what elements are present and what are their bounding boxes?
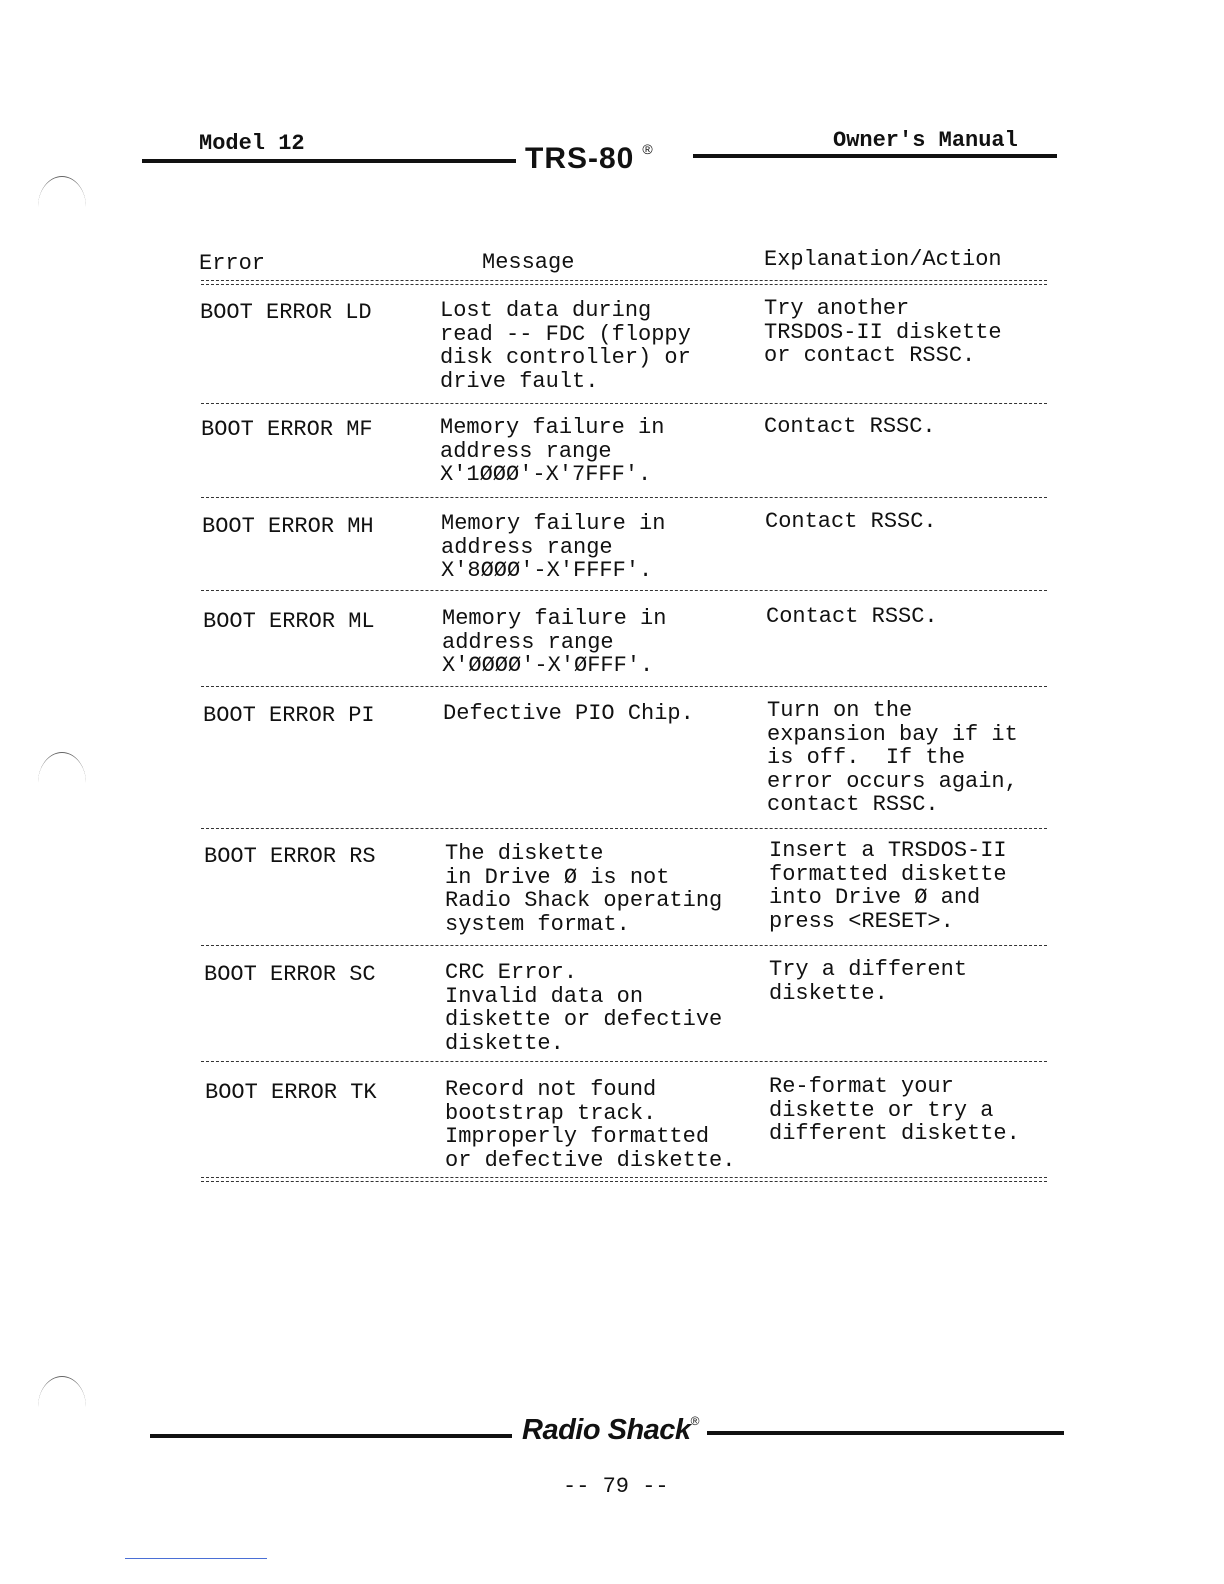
row-message: Memory failure in address range X'ØØØØ'-X'ØFFF'. [442,606,667,678]
row-message: CRC Error. Invalid data on diskette or defective diskette. [445,960,723,1056]
margin-mark-bottom [38,1376,86,1407]
row-action: Turn on the expansion bay if it is off. If the error occurs again, contact RSSC. [767,698,1018,817]
row-divider [201,828,1047,829]
row-message: Memory failure in address range X'8ØØØ'-X'FFFF'. [441,511,666,583]
page-number: -- 79 -- [563,1474,669,1499]
row-divider [201,945,1047,946]
column-header-message: Message [482,250,575,275]
row-action: Re-format your diskette or try a different diskette. [769,1074,1020,1146]
margin-mark-middle [38,752,86,783]
footer-rule-left [150,1434,512,1438]
header-rule-left [142,159,516,163]
row-divider [201,686,1047,687]
table-top-double-rule [201,280,1047,281]
row-divider [201,497,1047,498]
header-manual-title: Owner's Manual [833,128,1018,153]
row-error-code: BOOT ERROR SC [204,962,376,987]
footer-brand-logo [522,1414,699,1447]
table-bottom-double-rule [201,1177,1047,1178]
row-divider [201,403,1047,404]
header-rule-right [693,154,1057,158]
row-action: Contact RSSC. [766,604,938,629]
row-action: Try another TRSDOS-II diskette or contact RSSC. [764,296,1002,368]
row-action: Contact RSSC. [764,414,936,439]
row-message: Defective PIO Chip. [443,701,694,726]
header-model: Model 12 [199,131,305,156]
column-header-explanation: Explanation/Action [764,247,1002,272]
row-action: Insert a TRSDOS-II formatted diskette into Drive Ø and press <RESET>. [769,838,1007,934]
registered-mark: ® [642,141,654,157]
row-error-code: BOOT ERROR RS [204,844,376,869]
row-error-code: BOOT ERROR PI [203,703,375,728]
row-message: Record not found bootstrap track. Improperly formatted or defective diskette. [445,1077,736,1173]
row-divider [201,590,1047,591]
margin-mark-top [38,176,86,207]
brand-name: TRS-80 [525,142,635,175]
header-brand-logo [525,141,654,176]
row-error-code: BOOT ERROR MH [202,514,374,539]
row-error-code: BOOT ERROR ML [203,609,375,634]
row-message: Lost data during read -- FDC (floppy disk controller) or drive fault. [440,298,691,394]
row-message: Memory failure in address range X'1ØØØ'-X'7FFF'. [440,415,665,487]
scan-edge-line [125,1558,267,1559]
row-error-code: BOOT ERROR TK [205,1080,377,1105]
footer-brand-name: Radio Shack [522,1414,691,1446]
row-action: Contact RSSC. [765,509,937,534]
row-action: Try a different diskette. [769,957,968,1006]
row-error-code: BOOT ERROR LD [200,300,372,325]
row-message: The diskette in Drive Ø is not Radio Shack operating system format. [445,841,723,937]
row-error-code: BOOT ERROR MF [201,417,373,442]
footer-registered-mark: ® [690,1414,699,1428]
footer-rule-right [707,1431,1064,1435]
row-divider [201,1061,1047,1062]
column-header-error: Error [199,251,266,276]
